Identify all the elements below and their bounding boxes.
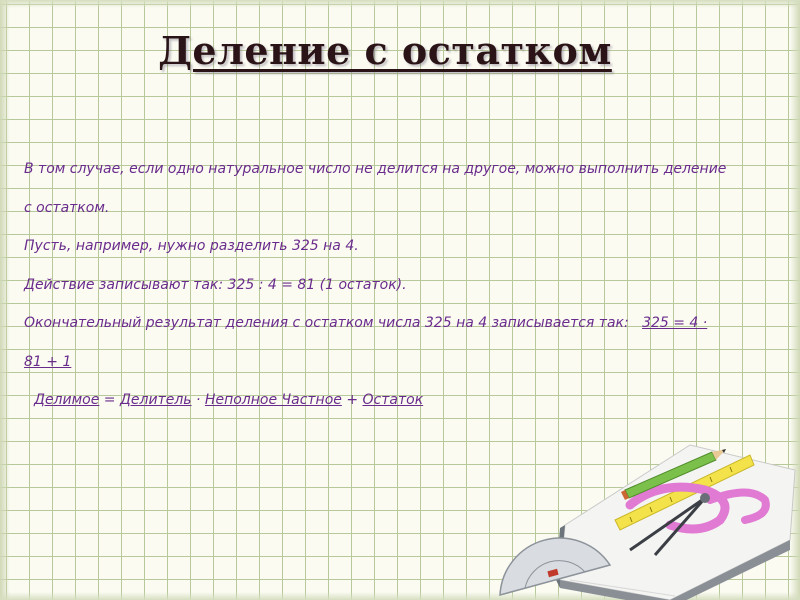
final-result-line: [24, 304, 794, 343]
formula-part1: 325 = 4 ·: [642, 315, 708, 331]
final-result-text: Окончательный результат деления с остатком числа 325 на 4 записывается так:: [24, 315, 629, 331]
rule-dot: ·: [196, 392, 201, 408]
paragraph-line: Действие записывают так: 325 : 4 = 81 (1 остаток).: [24, 276, 407, 293]
formula-continuation: [24, 343, 794, 382]
body-text: [24, 150, 794, 420]
frame-edge: [0, 0, 800, 8]
rule-remainder: Остаток: [362, 392, 424, 408]
paragraph-line: Пусть, например, нужно разделить 325 на 4.: [24, 238, 359, 254]
rule-divisor: Делитель: [119, 392, 192, 408]
paragraph-line: В том случае, если одно натуральное число не делится на другое, можно выполнить деление: [24, 161, 727, 177]
school-supplies-illustration: [490, 430, 800, 600]
rule-eq: =: [103, 392, 116, 408]
rule-plus: +: [346, 392, 359, 408]
slide-title: Деление с остатком: [158, 28, 612, 73]
rule-dividend: Делимое: [34, 392, 100, 408]
frame-edge: [0, 0, 10, 600]
rule-quotient: Неполное Частное: [204, 392, 342, 408]
paragraph-line: с остатком.: [24, 199, 110, 216]
rule-formula: [24, 381, 794, 420]
formula-part2: 81 + 1: [24, 353, 72, 370]
